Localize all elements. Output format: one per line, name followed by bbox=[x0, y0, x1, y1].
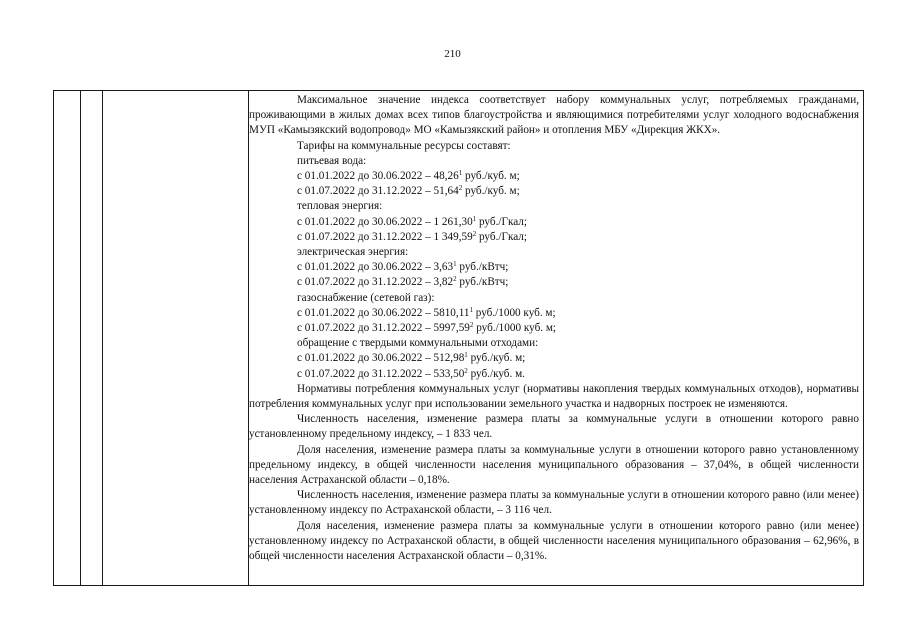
heat-tariff-2: с 01.07.2022 до 31.12.2022 – 1 349,59$^2$ руб./Гкал; bbox=[297, 229, 527, 243]
waste-heading: обращение с твердыми коммунальными отходами: bbox=[297, 337, 539, 350]
gas-tariff-2: с 01.07.2022 до 31.12.2022 – 5997,59$^2$ руб./1000 куб. м; bbox=[297, 321, 557, 335]
gas-tariff-1: с 01.01.2022 до 30.06.2022 – 5810,11$^1$ руб./1000 куб. м; bbox=[297, 305, 556, 319]
paragraph-share-regional: Доля населения, изменение размера платы за коммунальные услуги в отношении которого равно (или менее) установленному индексу по Астраханской области, в общей численности населения муниципального образования – 62,96%, в общей численности населения Астраханской области – 0,31%. bbox=[249, 519, 859, 563]
paragraph-population-regional: Численность населения, изменение размера платы за коммунальные услуги в отношении которого равно (или менее) установленному индексу по Астраханской области, – 3 116 чел. bbox=[249, 489, 859, 517]
water-heading: питьевая вода: bbox=[297, 154, 367, 167]
paragraph-population-limit: Численность населения, изменение размера платы за коммунальные услуги в отношении которого равно установленному предельному индексу, – 1 833 чел. bbox=[249, 413, 859, 441]
water-tariff-2: с 01.07.2022 до 31.12.2022 – 51,64$^2$ руб./куб. м; bbox=[297, 184, 520, 198]
electric-tariff-1: с 01.01.2022 до 30.06.2022 – 3,63$^1$ руб./кВтч; bbox=[297, 260, 509, 274]
gas-heading: газоснабжение (сетевой газ): bbox=[297, 291, 435, 304]
waste-tariff-1: с 01.01.2022 до 30.06.2022 – 512,98$^1$ руб./куб. м; bbox=[297, 351, 526, 365]
column-divider bbox=[102, 91, 103, 585]
electric-heading: электрическая энергия: bbox=[297, 246, 409, 259]
heat-heading: тепловая энергия: bbox=[297, 200, 383, 213]
electric-tariff-2: с 01.07.2022 до 31.12.2022 – 3,82$^2$ руб./кВтч; bbox=[297, 275, 509, 289]
heat-tariff-1: с 01.01.2022 до 30.06.2022 – 1 261,30$^1$ руб./Гкал; bbox=[297, 214, 527, 228]
tariffs-intro: Тарифы на коммунальные ресурсы составят: bbox=[297, 139, 511, 152]
paragraph-max-index: Максимальное значение индекса соответствует набору коммунальных услуг, потребляемых гражданами, проживающими в жилых домах всех типов благоустройства и являющимися потребителями услуг холодного водоснабжения МУП «Камызякский водопровод» МО «Камызякский район» и отопления МБУ «Дирекция ЖКХ». bbox=[249, 94, 859, 137]
column-divider bbox=[80, 91, 81, 585]
table-cell-content bbox=[249, 93, 859, 564]
paragraph-share-limit: Доля населения, изменение размера платы за коммунальные услуги в отношении которого равно установленному предельному индексу, в общей численности населения муниципального образования – 37,04%, в общей численности населения Астраханской области – 0,18%. bbox=[249, 443, 859, 487]
waste-tariff-2: с 01.07.2022 до 31.12.2022 – 533,50$^2$ руб./куб. м. bbox=[297, 366, 525, 380]
page-number: 210 bbox=[444, 48, 461, 60]
water-tariff-1: с 01.01.2022 до 30.06.2022 – 48,26$^1$ руб./куб. м; bbox=[297, 169, 520, 183]
paragraph-norms: Нормативы потребления коммунальных услуг (нормативы накопления твердых коммунальных отходов), нормативы потребления коммунальных услуг при использовании земельного участка и надворных построек не изменяются. bbox=[249, 382, 859, 411]
